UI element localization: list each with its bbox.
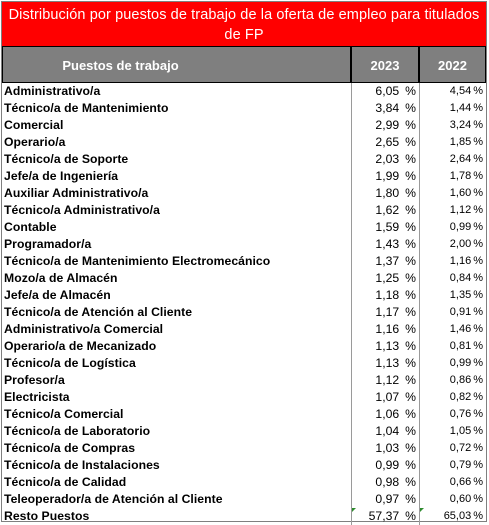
value-2023-cell[interactable]	[351, 134, 419, 151]
table-row[interactable]	[2, 508, 486, 525]
value-2023-cell[interactable]	[351, 372, 419, 389]
value-2023-cell[interactable]	[351, 100, 419, 117]
column-header-2022: 2022	[419, 46, 486, 83]
value-2023: 2,03	[375, 152, 400, 166]
percent-sign: %	[405, 305, 416, 319]
value-2023: 0,98	[375, 475, 400, 489]
spreadsheet-table	[1, 1, 487, 522]
percent-sign: %	[473, 221, 483, 233]
percent-sign: %	[405, 101, 416, 115]
value-2023: 1,17	[375, 305, 400, 319]
percent-sign: %	[405, 458, 416, 472]
job-title-cell[interactable]: Teleoperador/a de Atención al Cliente	[4, 492, 223, 506]
value-2022: 1,78	[449, 170, 472, 182]
job-title-cell[interactable]: Técnico/a de Logística	[4, 356, 136, 370]
value-2022-cell[interactable]	[419, 236, 486, 253]
value-2022: 0,72	[449, 442, 472, 454]
job-title-cell[interactable]: Administrativo/a	[4, 84, 101, 98]
value-2022-cell[interactable]	[419, 457, 486, 474]
value-2023: 0,97	[375, 492, 400, 506]
job-title-cell[interactable]: Administrativo/a Comercial	[4, 322, 164, 336]
value-2023: 1,18	[375, 288, 400, 302]
value-2022-cell[interactable]	[419, 134, 486, 151]
percent-sign: %	[473, 476, 483, 488]
value-2022-cell[interactable]	[419, 168, 486, 185]
table-row[interactable]	[2, 253, 486, 270]
value-2023-cell[interactable]	[351, 236, 419, 253]
value-2023-cell[interactable]	[351, 491, 419, 508]
job-title-cell[interactable]: Técnico/a de Calidad	[4, 475, 127, 489]
percent-sign: %	[405, 492, 416, 506]
job-title-cell[interactable]: Operario/a	[4, 135, 66, 149]
value-2023: 1,25	[375, 271, 400, 285]
value-2022: 3,24	[449, 119, 472, 131]
value-2022-cell[interactable]	[419, 508, 486, 525]
value-2023-cell[interactable]	[351, 151, 419, 168]
percent-sign: %	[473, 493, 483, 505]
value-2022: 2,00	[449, 238, 472, 250]
percent-sign: %	[405, 373, 416, 387]
table-row[interactable]	[2, 100, 486, 117]
value-2022: 1,35	[449, 289, 472, 301]
value-2023-cell[interactable]	[351, 287, 419, 304]
table-row[interactable]	[2, 474, 486, 491]
value-2022: 0,66	[449, 476, 472, 488]
percent-sign: %	[473, 408, 483, 420]
job-title-cell[interactable]: Operario/a de Mecanizado	[4, 339, 157, 353]
percent-sign: %	[473, 238, 483, 250]
table-row[interactable]	[2, 389, 486, 406]
value-2022-cell[interactable]	[419, 491, 486, 508]
percent-sign: %	[405, 152, 416, 166]
percent-sign: %	[473, 425, 483, 437]
value-2022-cell[interactable]	[419, 100, 486, 117]
value-2022: 1,60	[449, 187, 472, 199]
percent-sign: %	[405, 509, 416, 523]
value-2023: 1,62	[375, 203, 400, 217]
value-2022: 0,79	[449, 459, 472, 471]
value-2023: 57,37	[368, 509, 400, 523]
value-2022: 0,81	[449, 340, 472, 352]
job-title-cell[interactable]: Mozo/a de Almacén	[4, 271, 118, 285]
value-2022-cell[interactable]	[419, 151, 486, 168]
percent-sign: %	[405, 237, 416, 251]
value-2023-cell[interactable]	[351, 219, 419, 236]
percent-sign: %	[405, 288, 416, 302]
percent-sign: %	[473, 119, 483, 131]
value-2023-cell[interactable]	[351, 185, 419, 202]
value-2023-cell[interactable]	[351, 304, 419, 321]
job-title-cell[interactable]: Programador/a	[4, 237, 92, 251]
percent-sign: %	[473, 459, 483, 471]
value-2022: 1,16	[449, 255, 472, 267]
percent-sign: %	[473, 204, 483, 216]
percent-sign: %	[405, 135, 416, 149]
value-2022: 0,84	[449, 272, 472, 284]
table-row[interactable]	[2, 219, 486, 236]
value-2022-cell[interactable]	[419, 406, 486, 423]
value-2023-cell[interactable]	[351, 508, 419, 525]
value-2023-cell[interactable]	[351, 389, 419, 406]
error-indicator-icon	[420, 508, 424, 512]
percent-sign: %	[405, 220, 416, 234]
percent-sign: %	[405, 356, 416, 370]
value-2022: 0,76	[449, 408, 472, 420]
value-2022-cell[interactable]	[419, 304, 486, 321]
percent-sign: %	[473, 272, 483, 284]
job-title-cell[interactable]: Profesor/a	[4, 373, 65, 387]
table-row[interactable]	[2, 423, 486, 440]
percent-sign: %	[473, 323, 483, 335]
percent-sign: %	[473, 510, 483, 522]
value-2023-cell[interactable]	[351, 355, 419, 372]
job-title-cell[interactable]: Técnico/a de Mantenimiento Electromecánico	[4, 254, 271, 268]
value-2023-cell[interactable]	[351, 270, 419, 287]
job-title-cell[interactable]: Jefe/a de Ingeniería	[4, 169, 119, 183]
table-row[interactable]	[2, 168, 486, 185]
value-2022: 0,82	[449, 391, 472, 403]
value-2022-cell[interactable]	[419, 321, 486, 338]
value-2022-cell[interactable]	[419, 253, 486, 270]
table-row[interactable]	[2, 134, 486, 151]
value-2023-cell[interactable]	[351, 168, 419, 185]
table-row[interactable]	[2, 151, 486, 168]
table-row[interactable]	[2, 202, 486, 219]
job-title-cell[interactable]: Técnico/a de Laboratorio	[4, 424, 151, 438]
value-2023: 1,37	[375, 254, 400, 268]
percent-sign: %	[405, 339, 416, 353]
table-row[interactable]	[2, 236, 486, 253]
percent-sign: %	[405, 390, 416, 404]
value-2023-cell[interactable]	[351, 474, 419, 491]
job-title-cell[interactable]: Resto Puestos	[4, 509, 90, 523]
table-row[interactable]	[2, 304, 486, 321]
value-2023-cell[interactable]	[351, 457, 419, 474]
percent-sign: %	[473, 374, 483, 386]
percent-sign: %	[405, 84, 416, 98]
table-row[interactable]	[2, 83, 486, 100]
percent-sign: %	[473, 187, 483, 199]
value-2022: 0,60	[449, 493, 472, 505]
table-row[interactable]	[2, 491, 486, 508]
value-2022-cell[interactable]	[419, 219, 486, 236]
table-row[interactable]	[2, 457, 486, 474]
value-2022: 0,86	[449, 374, 472, 386]
table-row[interactable]	[2, 372, 486, 389]
value-2023: 1,16	[375, 322, 400, 336]
value-2022-cell[interactable]	[419, 202, 486, 219]
job-title-cell[interactable]: Auxiliar Administrativo/a	[4, 186, 149, 200]
value-2022: 0,91	[449, 306, 472, 318]
value-2022: 1,44	[449, 102, 472, 114]
percent-sign: %	[473, 289, 483, 301]
percent-sign: %	[405, 254, 416, 268]
value-2023-cell[interactable]	[351, 321, 419, 338]
value-2023-cell[interactable]	[351, 83, 419, 100]
value-2022-cell[interactable]	[419, 474, 486, 491]
value-2023-cell[interactable]	[351, 338, 419, 355]
value-2023: 3,84	[375, 101, 400, 115]
table-row[interactable]	[2, 338, 486, 355]
table-row[interactable]	[2, 355, 486, 372]
job-title-cell[interactable]: Técnico/a de Instalaciones	[4, 458, 160, 472]
job-title-cell[interactable]: Técnico/a de Soporte	[4, 152, 129, 166]
value-2023-cell[interactable]	[351, 406, 419, 423]
value-2023: 1,03	[375, 441, 400, 455]
value-2022: 4,54	[449, 85, 472, 97]
value-2023: 0,99	[375, 458, 400, 472]
percent-sign: %	[405, 441, 416, 455]
percent-sign: %	[473, 306, 483, 318]
value-2023: 1,07	[375, 390, 400, 404]
value-2023: 1,43	[375, 237, 400, 251]
percent-sign: %	[473, 85, 483, 97]
value-2022-cell[interactable]	[419, 185, 486, 202]
value-2022-cell[interactable]	[419, 338, 486, 355]
value-2022-cell[interactable]	[419, 117, 486, 134]
percent-sign: %	[405, 407, 416, 421]
job-title-cell[interactable]: Jefe/a de Almacén	[4, 288, 111, 302]
value-2022: 2,64	[449, 153, 472, 165]
value-2022-cell[interactable]	[419, 389, 486, 406]
job-title-cell[interactable]: Técnico/a de Compras	[4, 441, 136, 455]
percent-sign: %	[473, 255, 483, 267]
table-row[interactable]	[2, 406, 486, 423]
value-2023: 1,12	[375, 373, 400, 387]
value-2022-cell[interactable]	[419, 440, 486, 457]
value-2022-cell[interactable]	[419, 287, 486, 304]
percent-sign: %	[405, 118, 416, 132]
value-2023: 6,05	[375, 84, 400, 98]
value-2023-cell[interactable]	[351, 117, 419, 134]
value-2023-cell[interactable]	[351, 440, 419, 457]
value-2022: 65,03	[443, 510, 472, 522]
percent-sign: %	[473, 391, 483, 403]
value-2023: 1,13	[375, 356, 400, 370]
table-row[interactable]	[2, 287, 486, 304]
table-row[interactable]	[2, 270, 486, 287]
percent-sign: %	[473, 170, 483, 182]
column-header-puestos: Puestos de trabajo	[2, 46, 351, 83]
percent-sign: %	[473, 357, 483, 369]
value-2022: 1,05	[449, 425, 472, 437]
value-2023-cell[interactable]	[351, 202, 419, 219]
percent-sign: %	[405, 169, 416, 183]
value-2022-cell[interactable]	[419, 83, 486, 100]
value-2023: 2,65	[375, 135, 400, 149]
percent-sign: %	[405, 271, 416, 285]
percent-sign: %	[405, 203, 416, 217]
table-body	[2, 83, 486, 525]
table-title: Distribución por puestos de trabajo de la oferta de empleo para titulados de FP	[2, 2, 486, 46]
job-title-cell[interactable]: Técnico/a Comercial	[4, 407, 124, 421]
percent-sign: %	[405, 424, 416, 438]
table-row[interactable]	[2, 440, 486, 457]
value-2022: 0,99	[449, 357, 472, 369]
table-row[interactable]	[2, 117, 486, 134]
value-2022: 1,12	[449, 204, 472, 216]
value-2023: 1,80	[375, 186, 400, 200]
job-title-cell[interactable]: Electricista	[4, 390, 70, 404]
percent-sign: %	[473, 136, 483, 148]
value-2022-cell[interactable]	[419, 270, 486, 287]
table-row[interactable]	[2, 185, 486, 202]
percent-sign: %	[473, 153, 483, 165]
percent-sign: %	[473, 340, 483, 352]
value-2022-cell[interactable]	[419, 355, 486, 372]
job-title-cell[interactable]: Técnico/a de Mantenimiento	[4, 101, 169, 115]
job-title-cell[interactable]: Técnico/a de Atención al Cliente	[4, 305, 193, 319]
value-2023: 1,99	[375, 169, 400, 183]
value-2022-cell[interactable]	[419, 372, 486, 389]
percent-sign: %	[405, 475, 416, 489]
value-2023: 2,99	[375, 118, 400, 132]
percent-sign: %	[405, 186, 416, 200]
job-title-cell[interactable]: Comercial	[4, 118, 64, 132]
value-2022-cell[interactable]	[419, 423, 486, 440]
column-header-2023: 2023	[351, 46, 419, 83]
table-row[interactable]	[2, 321, 486, 338]
value-2023: 1,13	[375, 339, 400, 353]
error-indicator-icon	[352, 508, 356, 512]
value-2023: 1,06	[375, 407, 400, 421]
percent-sign: %	[405, 322, 416, 336]
percent-sign: %	[473, 442, 483, 454]
job-title-cell[interactable]: Técnico/a Administrativo/a	[4, 203, 160, 217]
value-2023-cell[interactable]	[351, 253, 419, 270]
percent-sign: %	[473, 102, 483, 114]
value-2023-cell[interactable]	[351, 423, 419, 440]
value-2023: 1,59	[375, 220, 400, 234]
job-title-cell[interactable]: Contable	[4, 220, 57, 234]
value-2023: 1,04	[375, 424, 400, 438]
value-2022: 1,85	[449, 136, 472, 148]
value-2022: 0,99	[449, 221, 472, 233]
value-2022: 1,46	[449, 323, 472, 335]
